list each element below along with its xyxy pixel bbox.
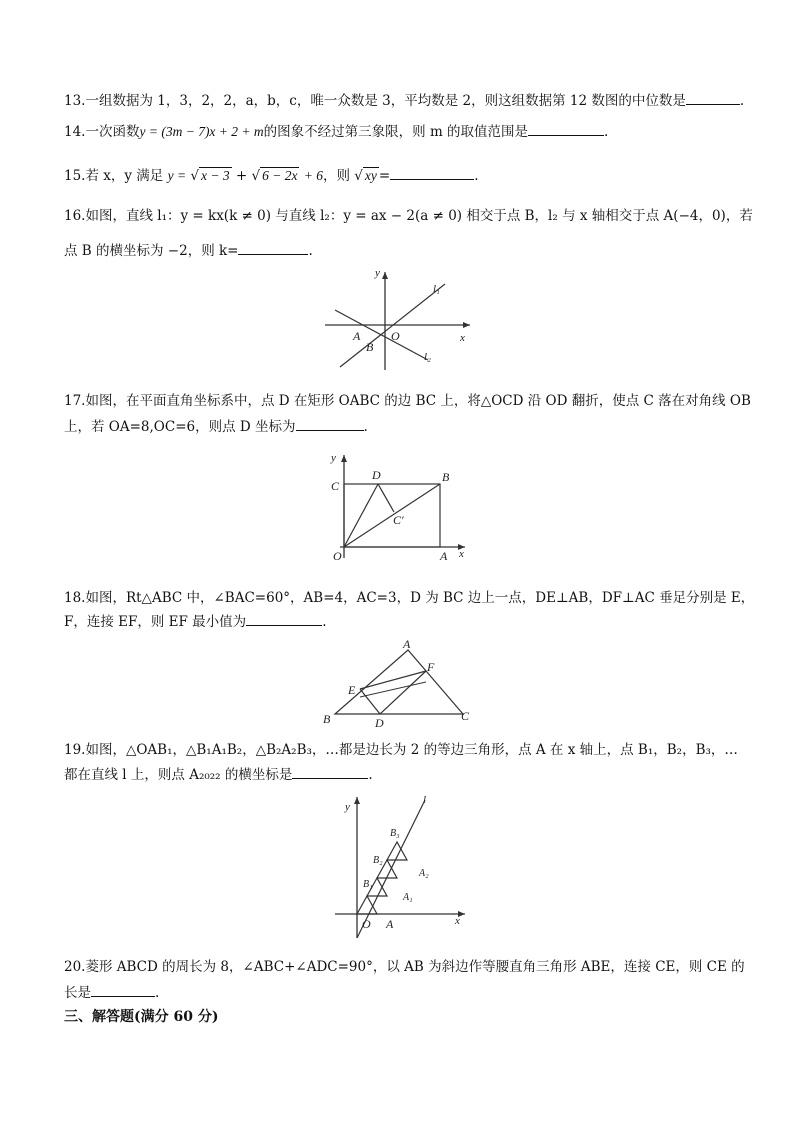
q16-label-y: y bbox=[375, 267, 380, 279]
q18-end: . bbox=[322, 614, 327, 630]
q15-tail: + 6 bbox=[303, 168, 324, 183]
q19-end: . bbox=[368, 767, 373, 783]
q15-eq: = bbox=[378, 168, 391, 184]
q17-label-B: B bbox=[442, 470, 450, 484]
q14-prefix: 14.一次函数 bbox=[64, 124, 140, 140]
q16-x-arrow bbox=[463, 322, 470, 328]
q16-y-arrow bbox=[382, 272, 388, 279]
q18-line2-text: F，连接 EF，则 EF 最小值为 bbox=[64, 614, 247, 630]
q16-end: . bbox=[308, 243, 313, 259]
q17-label-C2: C′ bbox=[393, 513, 404, 527]
q18-segment-EF2 bbox=[360, 682, 426, 697]
q17-label-x: x bbox=[459, 548, 464, 560]
q19-label-B1: B₁ bbox=[363, 879, 373, 890]
q16-label-A: A bbox=[353, 329, 361, 343]
q19-line2-text: 都在直线 l 上，则点 A₂₀₂₂ 的横坐标是 bbox=[64, 767, 293, 783]
q13-answer-blank[interactable] bbox=[686, 90, 740, 105]
q13-end: . bbox=[739, 93, 745, 109]
q16-line2-text: 点 B 的横坐标为 −2，则 k= bbox=[64, 243, 239, 259]
q19-label-y: y bbox=[345, 801, 350, 813]
q16-label-l1: l₁ bbox=[433, 283, 440, 295]
q15-root1: x − 3 bbox=[200, 168, 230, 183]
q15-root3: xy bbox=[364, 168, 377, 183]
q16-label-B: B bbox=[366, 340, 374, 354]
q16-figure bbox=[320, 262, 480, 377]
q13-line bbox=[64, 90, 744, 111]
q20-line2-text: 长是 bbox=[64, 985, 91, 1001]
q17-line1: 17.如图，在平面直角坐标系中，点 D 在矩形 OABC 的边 BC 上，将△OCD 沿 OD 翻折，使点 C 落在对角线 OB bbox=[64, 393, 751, 409]
section-3-heading: 三、解答题(满分 60 分) bbox=[64, 1009, 219, 1025]
q19-figure bbox=[335, 792, 475, 942]
q14-end: . bbox=[604, 124, 609, 140]
q15-end: . bbox=[474, 168, 479, 184]
q18-label-A: A bbox=[403, 637, 411, 651]
q15-line: 15.若 x，y 满足 y = √ x − 3 + √ 6 − 2x + 6，则 √ xy = . bbox=[64, 165, 479, 186]
q20-line1: 20.菱形 ABCD 的周长为 8，∠ABC+∠ADC=90°，以 AB 为斜边作等腰直角三角形 ABE，连接 CE，则 CE 的 bbox=[64, 959, 745, 975]
q19-line2 bbox=[64, 764, 373, 785]
q18-label-B: B bbox=[323, 712, 331, 726]
q18-label-D: D bbox=[375, 716, 384, 730]
q14-line bbox=[64, 121, 608, 142]
q17-segment-OD bbox=[344, 484, 378, 547]
q19-label-x: x bbox=[455, 915, 460, 927]
q20-answer-blank[interactable] bbox=[91, 982, 155, 997]
q19-label-B2: B₂ bbox=[373, 855, 383, 866]
q17-y-arrow bbox=[341, 455, 347, 462]
q16-answer-blank[interactable] bbox=[238, 240, 308, 255]
q15-mid: ，则 bbox=[323, 168, 351, 184]
q17-line2-text: 上，若 OA=8,OC=6，则点 D 坐标为 bbox=[64, 419, 296, 435]
q20-end: . bbox=[155, 985, 160, 1001]
q16-label-O: O bbox=[391, 329, 400, 343]
q18-label-E: E bbox=[348, 683, 356, 697]
q19-answer-blank[interactable] bbox=[292, 764, 368, 779]
q19-line1: 19.如图，△OAB₁，△B₁A₁B₂，△B₂A₂B₃，…都是边长为 2 的等边三角形，点 A 在 x 轴上，点 B₁，B₂，B₃，… bbox=[64, 742, 738, 758]
q17-line2 bbox=[64, 416, 368, 437]
q14-formula: y = (3m − 7)x + 2 + m bbox=[139, 124, 264, 139]
q17-segment-DC2 bbox=[378, 484, 394, 512]
q19-label-O: O bbox=[362, 917, 371, 931]
q17-label-C: C bbox=[331, 479, 340, 493]
q19-y-arrow bbox=[354, 797, 360, 804]
q18-line1: 18.如图，Rt△ABC 中，∠BAC=60°，AB=4，AC=3，D 为 BC 边上一点，DE⊥AB，DF⊥AC 垂足分别是 E， bbox=[64, 590, 755, 606]
q15-root2: 6 − 2x bbox=[262, 168, 298, 183]
q18-triangle-ABC bbox=[335, 650, 463, 714]
q17-label-A: A bbox=[440, 549, 448, 563]
q13-text: 13.一组数据为 1，3，2，2，a，b，c，唯一众数是 3，平均数是 2，则这组数据第 12 数图的中位数是 bbox=[64, 93, 686, 109]
q19-label-A1: A₁ bbox=[403, 892, 413, 903]
q17-label-O: O bbox=[333, 549, 342, 563]
q17-label-y: y bbox=[331, 452, 336, 464]
q17-figure bbox=[325, 450, 475, 562]
q15-answer-blank[interactable] bbox=[390, 165, 474, 180]
q19-label-l: l bbox=[423, 794, 427, 806]
q18-label-C: C bbox=[461, 709, 470, 723]
q15-lhs: y = bbox=[167, 168, 187, 183]
q19-label-B3: B₃ bbox=[390, 828, 400, 839]
q16-line-l2 bbox=[335, 310, 428, 360]
q18-figure bbox=[320, 638, 480, 728]
q14-suffix: 的图象不经过第三象限，则 m 的取值范围是 bbox=[263, 124, 529, 140]
q16-line2 bbox=[64, 240, 313, 261]
q14-answer-blank[interactable] bbox=[528, 121, 604, 136]
q15-plus: + bbox=[235, 168, 248, 184]
q20-line2 bbox=[64, 982, 159, 1003]
q16-line1: 16.如图，直线 l₁：y = kx(k ≠ 0) 与直线 l₂：y = ax − 2(a ≠ 0) 相交于点 B，l₂ 与 x 轴相交于点 A(−4，0)，若 bbox=[64, 208, 753, 224]
q19-label-A2: A₂ bbox=[419, 868, 429, 879]
q15-prefix: 15.若 x，y 满足 bbox=[64, 168, 164, 184]
q18-line2 bbox=[64, 611, 326, 632]
q16-label-l2: l₂ bbox=[424, 351, 431, 363]
q19-label-A: A bbox=[386, 917, 394, 931]
q17-end: . bbox=[363, 419, 368, 435]
q18-label-F: F bbox=[427, 660, 435, 674]
q19-triangle-1 bbox=[357, 896, 377, 914]
q16-label-x: x bbox=[460, 332, 465, 344]
q17-diagonal-OB bbox=[344, 484, 440, 547]
q17-answer-blank[interactable] bbox=[296, 416, 364, 431]
q18-answer-blank[interactable] bbox=[246, 611, 322, 626]
q17-label-D: D bbox=[372, 468, 381, 482]
